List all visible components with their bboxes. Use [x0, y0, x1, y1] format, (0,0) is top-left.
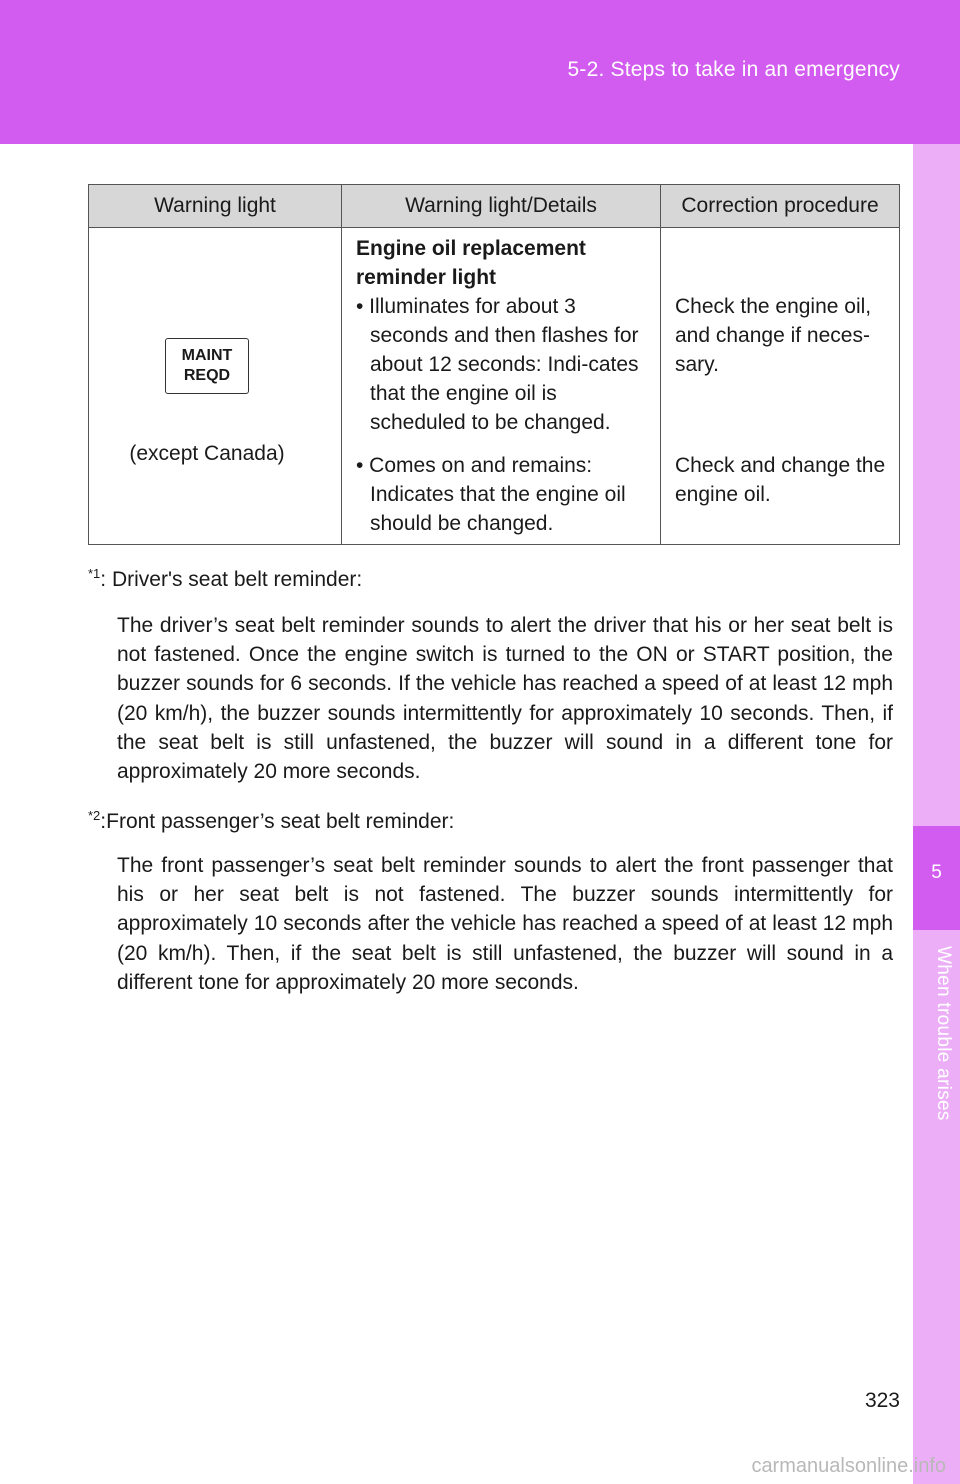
- table-row: [89, 228, 900, 545]
- table-header-row: [89, 185, 900, 228]
- column-header: Warning light/Details: [342, 185, 661, 228]
- icon-text: MAINT: [181, 347, 233, 364]
- footnote-title: :Front passenger’s seat belt reminder:: [100, 810, 455, 833]
- maint-reqd-icon: [165, 338, 249, 394]
- footnote-heading: [88, 566, 362, 592]
- warning-light-table: [88, 184, 900, 545]
- section-header: 5-2. Steps to take in an emergency: [567, 58, 900, 81]
- warning-light-cell: [89, 228, 342, 545]
- column-header: Correction procedure: [661, 185, 900, 228]
- detail-item: • Illuminates for about 3 seconds and then flashes for about 12 seconds: Indi-cates that the engine oil is scheduled to be changed.: [356, 295, 639, 434]
- procedure-item: Check and change the engine oil.: [675, 454, 886, 506]
- detail-item: • Comes on and remains: Indicates that the engine oil should be changed.: [356, 454, 626, 535]
- icon-note: (except Canada): [129, 442, 285, 465]
- page-number: 323: [864, 1389, 900, 1412]
- footnote-heading: [88, 808, 454, 834]
- watermark: carmanualsonline.info: [751, 1455, 946, 1477]
- footnote-text: The front passenger’s seat belt reminder sounds to alert the front passenger that his or her seat belt is not fastened. The buzzer sounds intermittently for approximately 10 seconds after the vehicle has reached a speed of at least 12 mph (20 km/h). Then, if the seat belt is still unfastened, the buzzer will sound in a different tone for approximately 20 more seconds.: [117, 854, 893, 994]
- footnote-mark: *1: [88, 566, 101, 581]
- footnote-text: The driver’s seat belt reminder sounds to alert the driver that his or her seat belt is not fastened. Once the engine switch is turned to the ON or START position, the buzzer sounds for 6 seconds. If the vehicle has reached a speed of at least 12 mph (20 km/h), the buzzer sounds intermittently for approximately 10 seconds. Then, if the seat belt is still unfastened, the buzzer will sound in a different tone for approximately 20 more seconds.: [117, 614, 893, 784]
- icon-text: REQD: [183, 367, 231, 384]
- procedure-cell: [661, 228, 900, 545]
- chapter-number: 5: [931, 862, 942, 883]
- footnote-mark: *2: [88, 808, 101, 823]
- footnote-title: : Driver's seat belt reminder:: [100, 568, 363, 591]
- side-tab: [913, 144, 960, 1484]
- chapter-title: When trouble arises: [933, 946, 954, 1121]
- procedure-item: Check the engine oil, and change if neces-sary.: [675, 295, 872, 376]
- details-cell: [342, 228, 661, 545]
- column-header: Warning light: [89, 185, 342, 228]
- light-title: Engine oil replacement reminder light: [356, 237, 586, 289]
